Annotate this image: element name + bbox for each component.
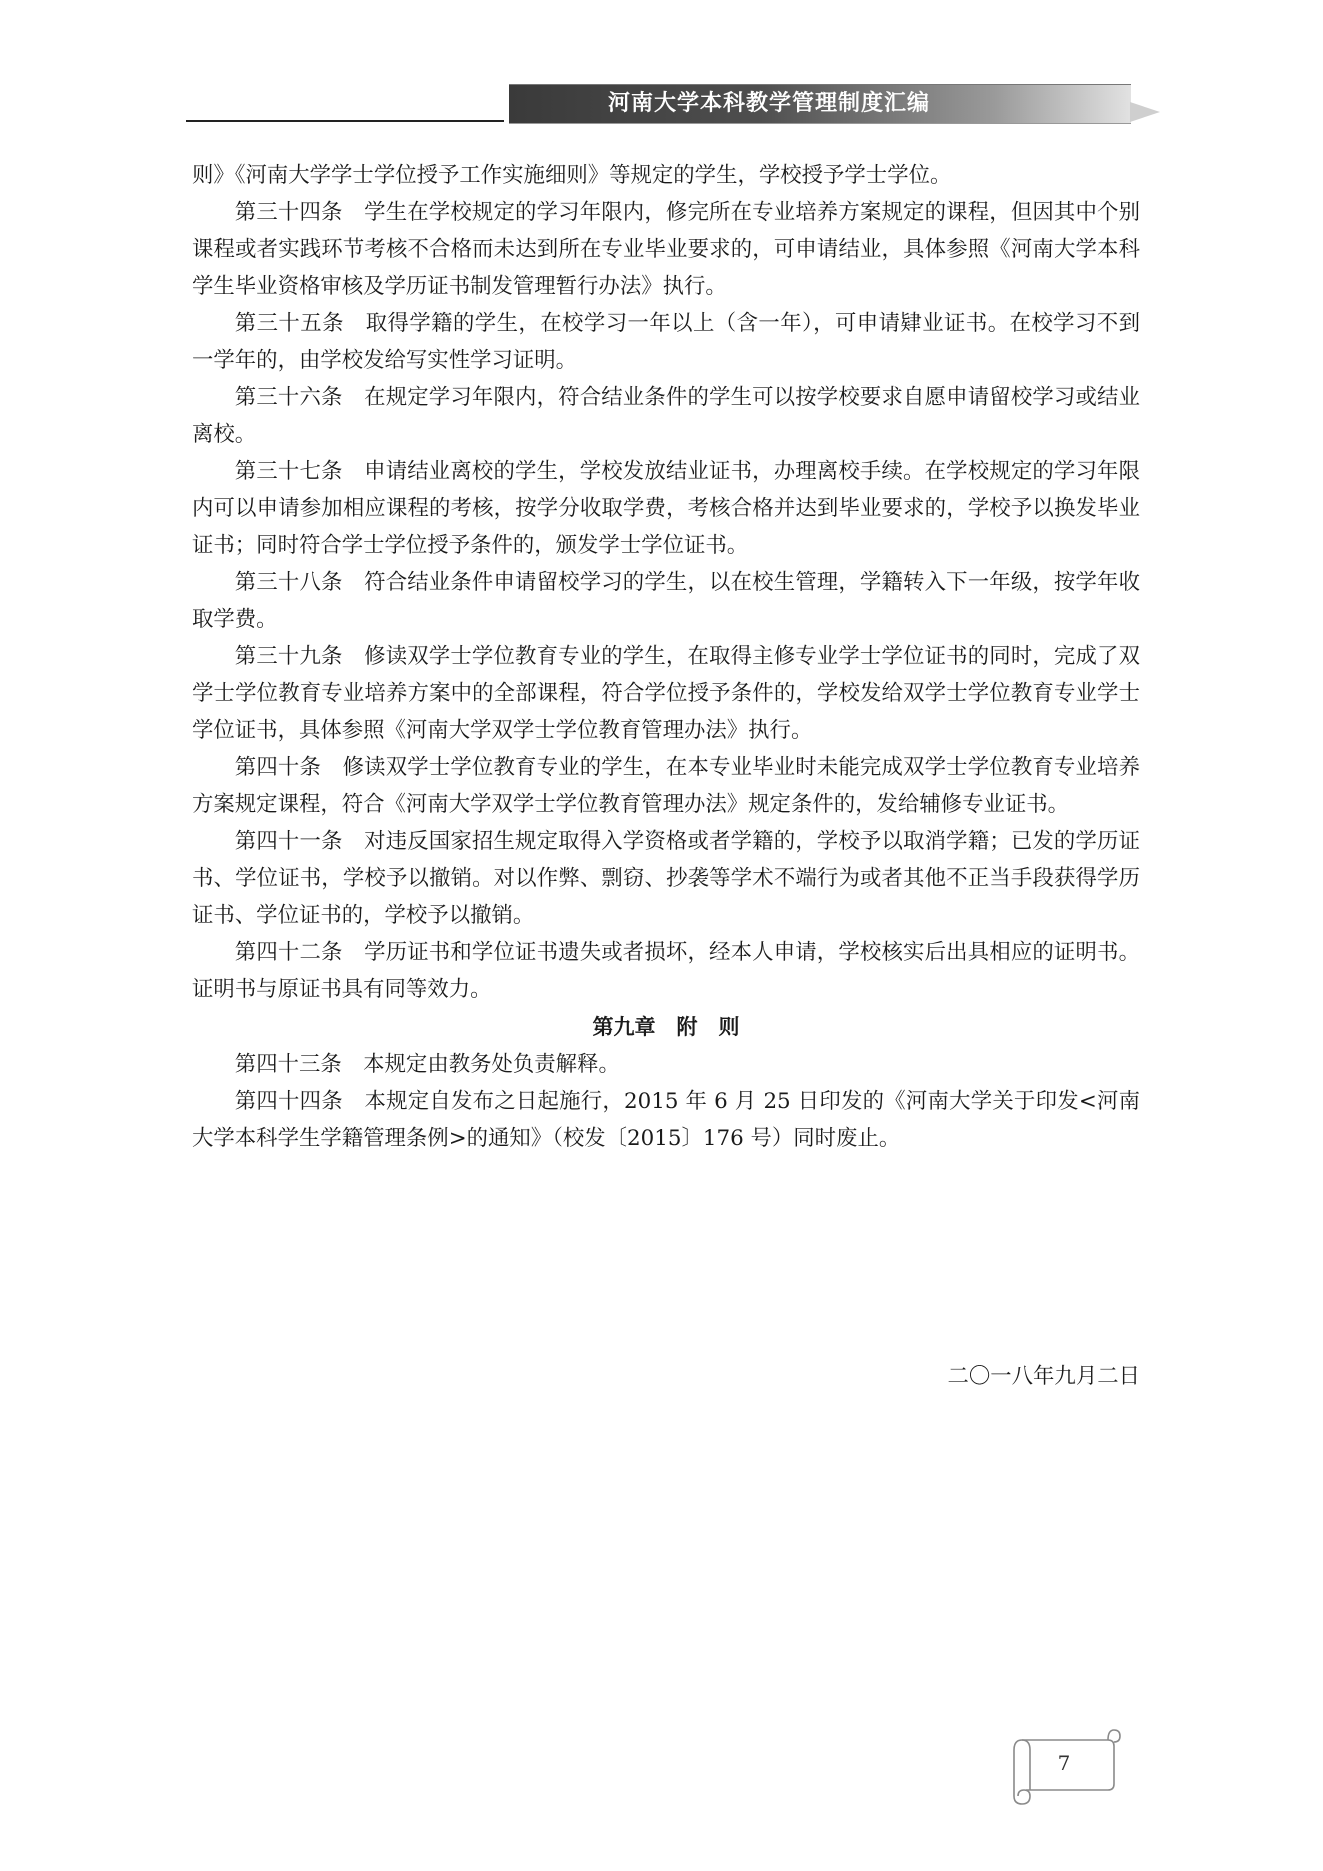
article-44: 第四十四条 本规定自发布之日起施行，2015 年 6 月 25 日印发的《河南大学关于印发<河南大学本科学生学籍管理条例>的通知》（校发〔2015〕176 号）同时废止。 [192, 1089, 1140, 1151]
page-number-badge [1004, 1726, 1124, 1808]
article-38: 第三十八条 符合结业条件申请留校学习的学生，以在校生管理，学籍转入下一年级，按学年收取学费。 [192, 570, 1140, 632]
article-37: 第三十七条 申请结业离校的学生，学校发放结业证书，办理离校手续。在学校规定的学习年限内可以申请参加相应课程的考核，按学分收取学费，考核合格并达到毕业要求的，学校予以换发毕业证书；同时符合学士学位授予条件的，颁发学士学位证书。 [192, 459, 1140, 558]
article-36: 第三十六条 在规定学习年限内，符合结业条件的学生可以按学校要求自愿申请留校学习或结业离校。 [192, 385, 1140, 447]
article-41: 第四十一条 对违反国家招生规定取得入学资格或者学籍的，学校予以取消学籍；已发的学历证书、学位证书，学校予以撤销。对以作弊、剽窃、抄袭等学术不端行为或者其他不正当手段获得学历证书、学位证书的，学校予以撤销。 [192, 829, 1140, 928]
article-34: 第三十四条 学生在学校规定的学习年限内，修完所在专业培养方案规定的课程，但因其中个别课程或者实践环节考核不合格而未达到所在专业毕业要求的，可申请结业，具体参照《河南大学本科学生毕业资格审核及学历证书制发管理暂行办法》执行。 [192, 200, 1140, 299]
article-43: 第四十三条 本规定由教务处负责解释。 [234, 1052, 620, 1077]
document-title: 河南大学本科教学管理制度汇编 [607, 90, 930, 116]
article-39: 第三十九条 修读双学士学位教育专业的学生，在取得主修专业学士学位证书的同时，完成了双学士学位教育专业培养方案中的全部课程，符合学位授予条件的，学校发给双学士学位教育专业学士学位证书，具体参照《河南大学双学士学位教育管理办法》执行。 [192, 644, 1140, 743]
article-42: 第四十二条 学历证书和学位证书遗失或者损坏，经本人申请，学校核实后出具相应的证明书。证明书与原证书具有同等效力。 [192, 940, 1140, 1002]
page-header [186, 84, 1176, 124]
article-35: 第三十五条 取得学籍的学生，在校学习一年以上（含一年），可申请肄业证书。在校学习不到一学年的，由学校发给写实性学习证明。 [192, 311, 1140, 373]
chapter-heading: 第九章 附 则 [592, 1015, 740, 1039]
paragraph-continuation: 则》《河南大学学士学位授予工作实施细则》等规定的学生，学校授予学士学位。 [192, 163, 952, 188]
page-number: 7 [1057, 1751, 1071, 1775]
document-body [192, 157, 1140, 1157]
article-40: 第四十条 修读双学士学位教育专业的学生，在本专业毕业时未能完成双学士学位教育专业培养方案规定课程，符合《河南大学双学士学位教育管理办法》规定条件的，发给辅修专业证书。 [192, 755, 1140, 817]
header-bar-tail [1130, 102, 1160, 122]
header-rule [186, 120, 504, 122]
signature-date: 二〇一八年九月二日 [947, 1364, 1140, 1389]
